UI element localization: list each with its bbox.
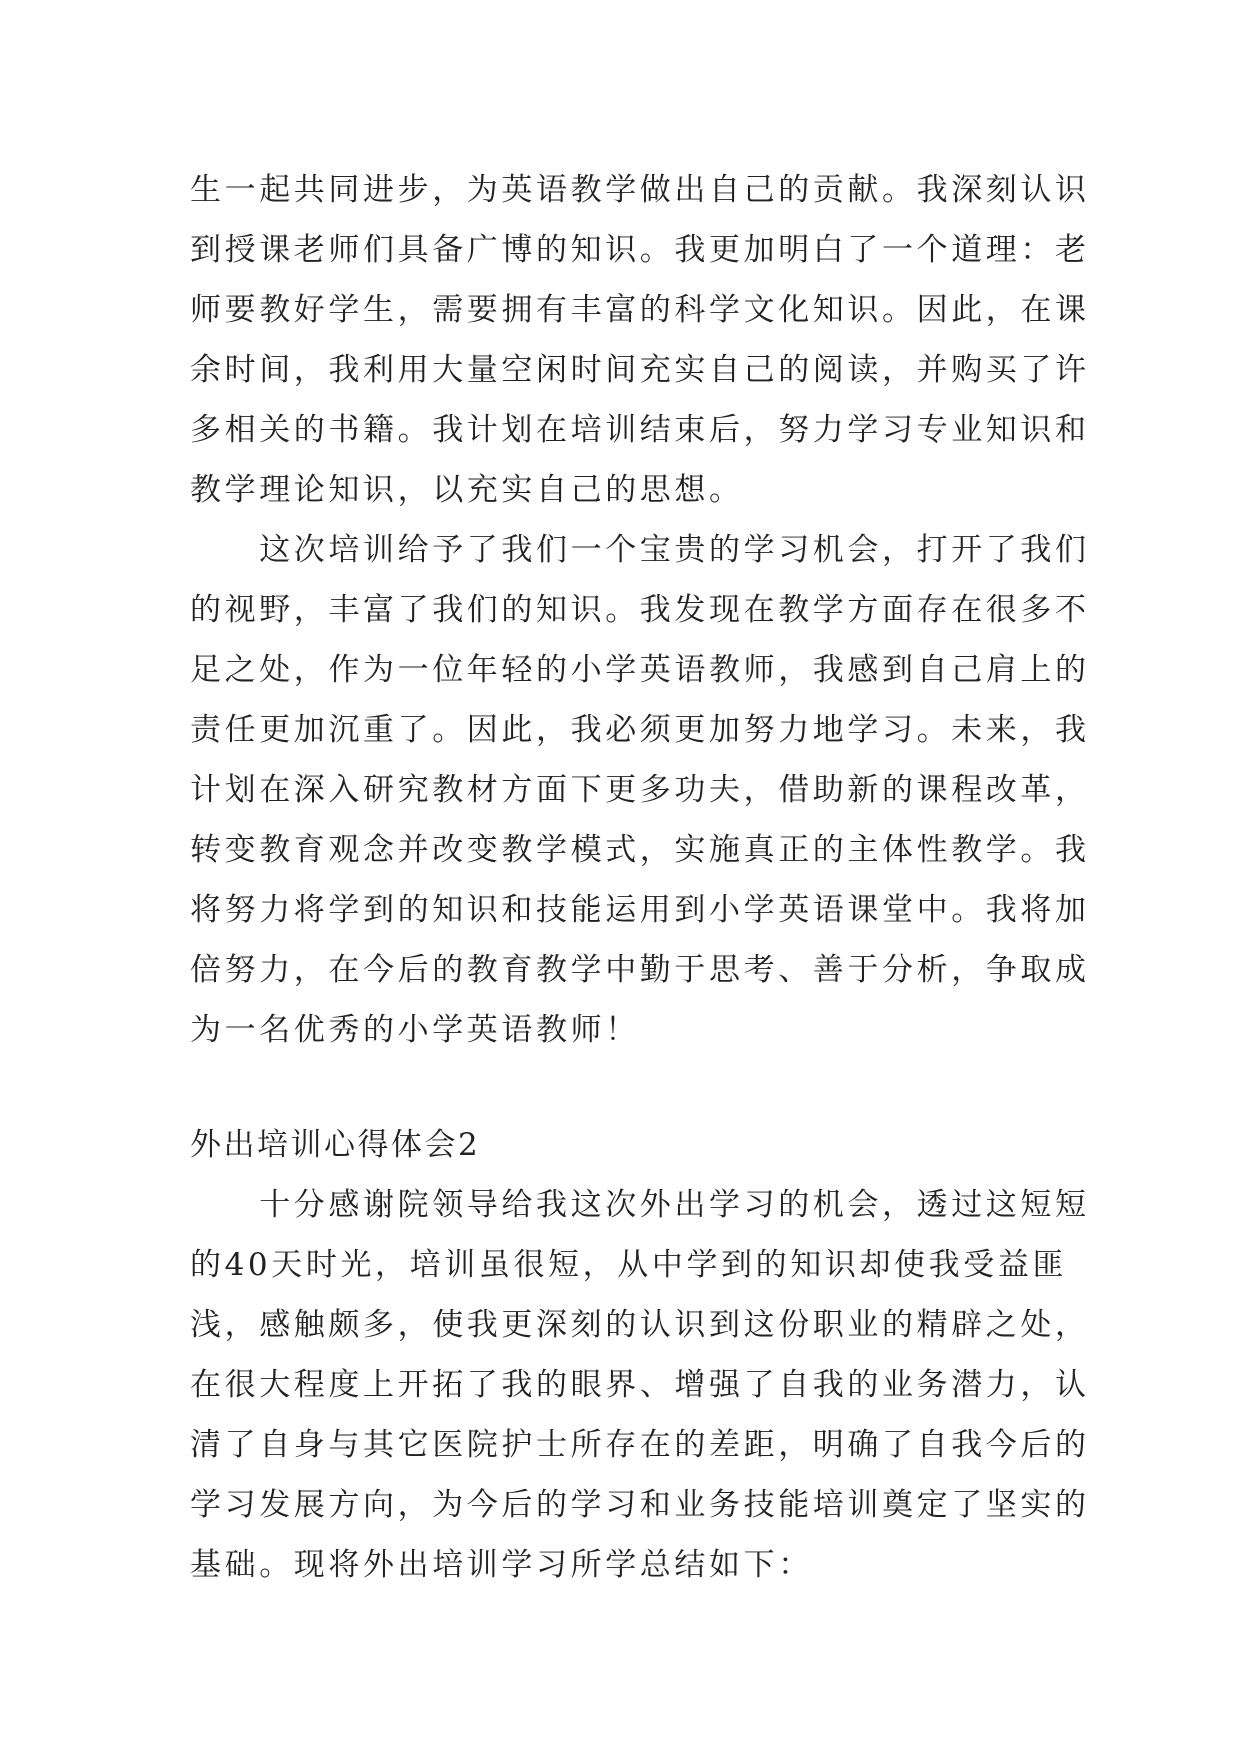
text-line: 浅，感触颇多，使我更深刻的认识到这份职业的精辟之处， xyxy=(190,1307,1090,1343)
text-line: 基础。现将外出培训学习所学总结如下： xyxy=(190,1547,813,1583)
section-heading: 外出培训心得体会2 xyxy=(190,1127,481,1163)
text-line: 多相关的书籍。我计划在培训结束后，努力学习专业知识和 xyxy=(190,412,1090,448)
text-line: 这次培训给予了我们一个宝贵的学习机会，打开了我们 xyxy=(190,532,1090,568)
text-line: 师要教好学生，需要拥有丰富的科学文化知识。因此，在课 xyxy=(190,292,1090,328)
paragraph-2 xyxy=(190,520,1090,1060)
text-line: 学习发展方向，为今后的学习和业务技能培训奠定了坚实的 xyxy=(190,1487,1090,1523)
text-line: 的视野，丰富了我们的知识。我发现在教学方面存在很多不 xyxy=(190,592,1090,628)
text-line: 责任更加沉重了。因此，我必须更加努力地学习。未来，我 xyxy=(190,712,1090,748)
text-line: 将努力将学到的知识和技能运用到小学英语课堂中。我将加 xyxy=(190,892,1090,928)
text-line: 清了自身与其它医院护士所存在的差距，明确了自我今后的 xyxy=(190,1427,1090,1463)
paragraph-3 xyxy=(190,1175,1090,1595)
text-line: 到授课老师们具备广博的知识。我更加明白了一个道理：老 xyxy=(190,232,1090,268)
text-line: 的40天时光，培训虽很短，从中学到的知识却使我受益匪 xyxy=(190,1247,1068,1283)
text-line: 余时间，我利用大量空闲时间充实自己的阅读，并购买了许 xyxy=(190,352,1090,388)
text-line: 十分感谢院领导给我这次外出学习的机会，透过这短短 xyxy=(190,1187,1090,1223)
text-line: 为一名优秀的小学英语教师！ xyxy=(190,1012,640,1048)
text-line: 转变教育观念并改变教学模式，实施真正的主体性教学。我 xyxy=(190,832,1090,868)
text-line: 教学理论知识，以充实自己的思想。 xyxy=(190,472,744,508)
paragraph-1 xyxy=(190,160,1090,520)
text-line: 足之处，作为一位年轻的小学英语教师，我感到自己肩上的 xyxy=(190,652,1090,688)
text-line: 倍努力，在今后的教育教学中勤于思考、善于分析，争取成 xyxy=(190,952,1090,988)
text-line: 生一起共同进步，为英语教学做出自己的贡献。我深刻认识 xyxy=(190,172,1090,208)
text-line: 计划在深入研究教材方面下更多功夫，借助新的课程改革， xyxy=(190,772,1090,808)
document-body xyxy=(190,160,1090,1595)
text-line: 在很大程度上开拓了我的眼界、增强了自我的业务潜力，认 xyxy=(190,1367,1090,1403)
